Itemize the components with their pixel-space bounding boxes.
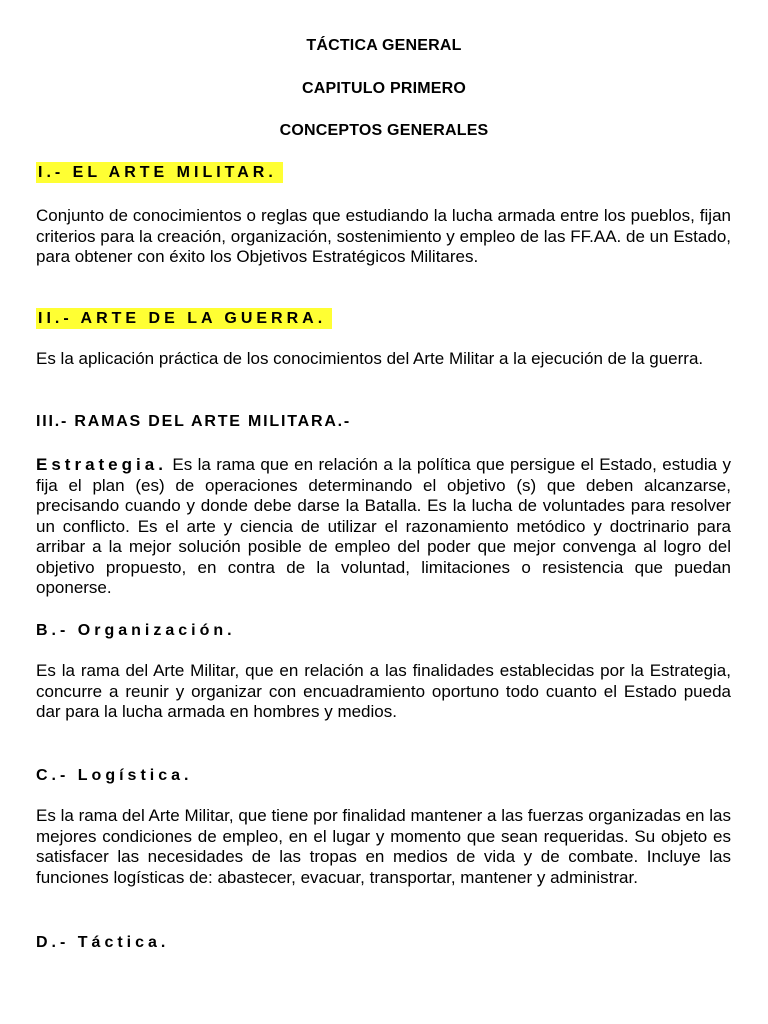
heading-logistica: C.- Logística. [36, 767, 193, 784]
document-title: TÁCTICA GENERAL [306, 37, 462, 54]
heading-arte-militar [36, 164, 283, 182]
highlighted-heading-text: I.- EL ARTE MILITAR. [36, 162, 283, 183]
estrategia-lead: Estrategia. [36, 455, 167, 474]
highlighted-heading-text: II.- ARTE DE LA GUERRA. [36, 308, 332, 329]
heading-tactica: D.- Táctica. [36, 934, 170, 951]
paragraph-organizacion: Es la rama del Arte Militar, que en relación a las finalidades establecidas por la Estrategia, concurre a reunir y organizar con encuadramiento oportuno todo cuanto el Estado pueda dar para la lucha armada en hombres y medios. [36, 661, 731, 721]
paragraph-estrategia [36, 455, 731, 599]
chapter-title: CAPITULO PRIMERO [301, 80, 467, 97]
heading-organizacion: B.- Organización. [36, 622, 236, 639]
paragraph-logistica: Es la rama del Arte Militar, que tiene por finalidad mantener a las fuerzas organizadas en las mejores condiciones de empleo, en el lugar y momento que sean requeridas. Su objeto es satisfacer las necesidades de las tropas en medios de vida y de combate. Incluye las funciones logísticas de: abastecer, evacuar, transportar, mantener y administrar. [36, 806, 731, 887]
estrategia-body: Es la rama que en relación a la política que persigue el Estado, estudia y fija el plan (es) de operaciones determinando el objetivo (s) que deben alcanzarse, precisando cuando y donde debe darse la Batalla. Es la lucha de voluntades para resolver un conflicto. Es el arte y ciencia de utilizar el razonamiento metódico y doctrinario para arribar a la mejor solución posible de empleo del poder que mejor convenga al logro del objetivo propuesto, en contra de la voluntad, limitaciones o resistencia que puedan oponerse. [36, 455, 731, 597]
paragraph-arte-militar: Conjunto de conocimientos o reglas que estudiando la lucha armada entre los pueblos, fijan criterios para la creación, organización, sostenimiento y empleo de las FF.AA. de un Estado, para obtener con éxito los Objetivos Estratégicos Militares. [36, 206, 731, 266]
paragraph-arte-guerra: Es la aplicación práctica de los conocimientos del Arte Militar a la ejecución de la guerra. [36, 349, 704, 368]
heading-ramas: III.- RAMAS DEL ARTE MILITARA.- [36, 413, 352, 430]
heading-arte-guerra [36, 310, 332, 328]
section-subtitle: CONCEPTOS GENERALES [279, 122, 489, 139]
